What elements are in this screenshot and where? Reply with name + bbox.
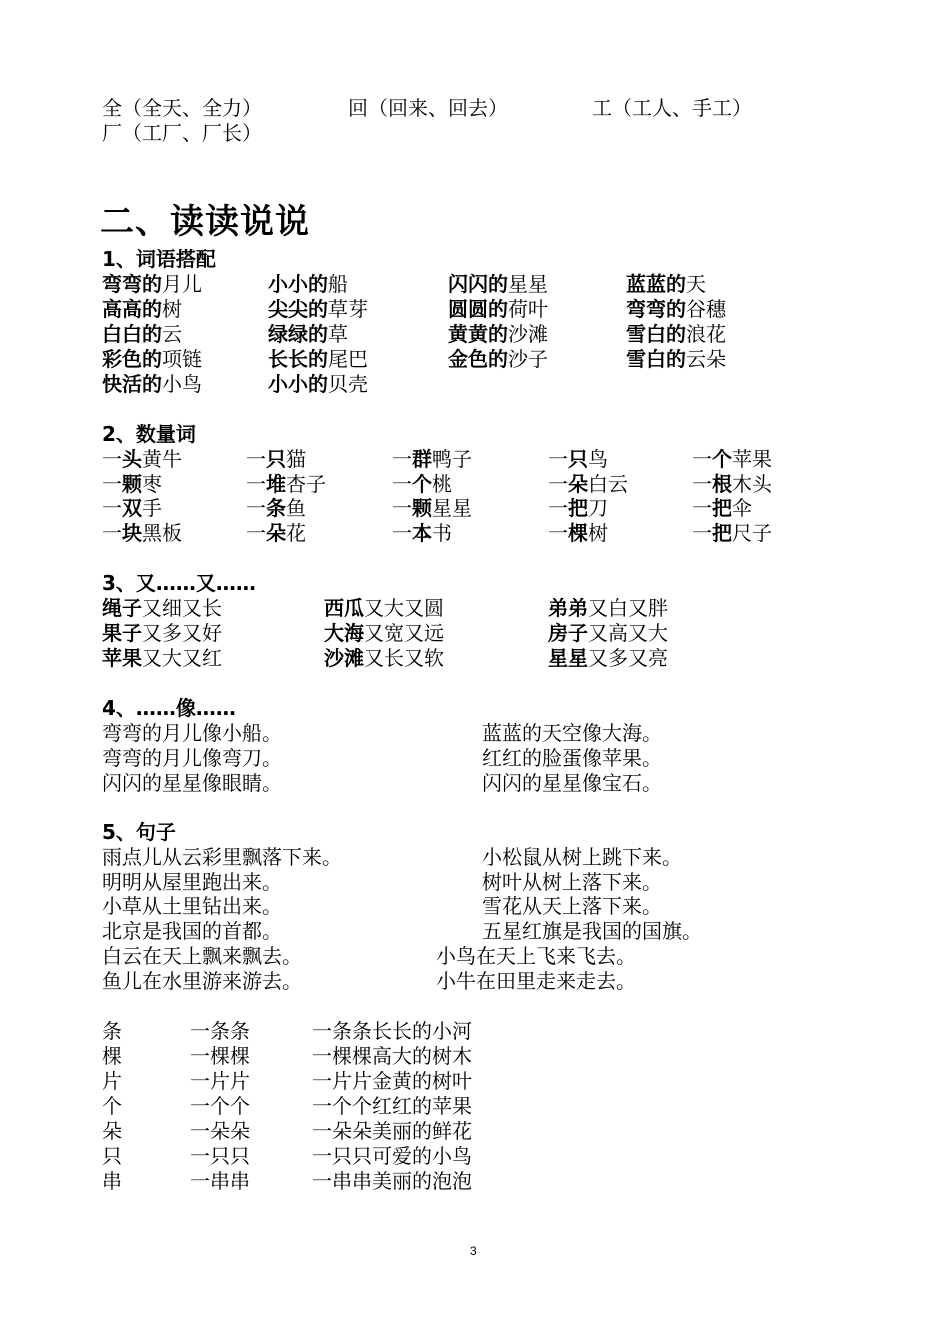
measure-phrase — [246, 447, 306, 472]
word-pair-modifier: 雪白的 — [626, 347, 686, 371]
measure-classifier: 条 — [266, 496, 286, 520]
measure-classifier: 把 — [568, 496, 588, 520]
word-pair — [102, 272, 202, 297]
measure-classifier: 朵 — [266, 520, 286, 545]
measure-classifier: 个 — [412, 471, 432, 496]
word-pair-modifier: 蓝蓝的 — [626, 272, 686, 296]
word-pair-noun: 项链 — [162, 347, 202, 371]
measure-classifier: 只 — [266, 447, 286, 471]
you-you-description: 又宽又远 — [364, 621, 444, 645]
simile-sentence: 弯弯的月儿像小船。 — [102, 721, 282, 745]
measure-classifier: 根 — [712, 471, 732, 496]
word-pair-noun: 天 — [686, 272, 706, 296]
word-pair-modifier: 圆圆的 — [448, 297, 508, 321]
subsection-heading-word-pairs: 1、词语搭配 — [102, 247, 216, 271]
measure-noun: 书 — [432, 520, 452, 545]
measure-prefix: 一 — [102, 471, 122, 496]
measure-prefix: 一 — [548, 520, 568, 545]
measure-phrase — [102, 447, 182, 472]
word-pair-modifier: 白白的 — [102, 322, 162, 346]
measure-noun: 鸟 — [588, 447, 608, 471]
measure-noun: 伞 — [732, 496, 752, 520]
measure-prefix: 一 — [246, 496, 266, 520]
you-you-phrase — [324, 621, 444, 646]
example-sentence: 小牛在田里走来走去。 — [436, 968, 636, 993]
measure-noun: 星星 — [432, 496, 472, 520]
word-pair-modifier: 小小的 — [268, 372, 328, 396]
you-you-description: 又多又亮 — [588, 646, 668, 670]
classifier: 片 — [102, 1069, 122, 1093]
you-you-phrase — [102, 646, 222, 671]
measure-noun: 鸭子 — [432, 447, 472, 471]
measure-prefix: 一 — [548, 471, 568, 496]
word-pair-noun: 尾巴 — [328, 347, 368, 371]
example-phrase: 一串串美丽的泡泡 — [312, 1169, 472, 1193]
word-pair — [102, 297, 182, 322]
word-pair — [626, 322, 726, 347]
subsection-heading-sentences: 5、句子 — [102, 820, 176, 844]
measure-noun: 杏子 — [286, 471, 326, 496]
measure-classifier: 颗 — [122, 471, 142, 496]
example-sentence: 小草从土里钻出来。 — [102, 894, 282, 919]
word-pair — [102, 372, 202, 397]
example-phrase: 一个个红红的苹果 — [312, 1094, 472, 1118]
simile-sentence: 闪闪的星星像宝石。 — [482, 771, 662, 795]
reduplicated-form: 一棵棵 — [190, 1044, 250, 1068]
measure-noun: 刀 — [588, 496, 608, 520]
measure-phrase — [548, 447, 608, 472]
measure-noun: 白云 — [588, 471, 628, 496]
measure-phrase — [692, 496, 752, 521]
measure-classifier: 把 — [712, 496, 732, 520]
you-you-subject: 弟弟 — [548, 596, 588, 620]
word-pair-modifier: 小小的 — [268, 272, 328, 296]
measure-phrase — [692, 521, 772, 546]
measure-phrase — [102, 472, 162, 497]
word-pair — [268, 297, 368, 322]
simile-sentence: 闪闪的星星像眼睛。 — [102, 771, 282, 795]
measure-prefix: 一 — [392, 520, 412, 545]
you-you-description: 又长又软 — [364, 646, 444, 670]
simile-sentence: 蓝蓝的天空像大海。 — [482, 721, 662, 745]
simile-sentence: 弯弯的月儿像弯刀。 — [102, 746, 282, 770]
example-phrase: 一片片金黄的树叶 — [312, 1069, 472, 1093]
word-pair-modifier: 弯弯的 — [102, 272, 162, 296]
measure-prefix: 一 — [102, 496, 122, 520]
word-pair-noun: 月儿 — [162, 272, 202, 296]
you-you-description: 又大又红 — [142, 646, 222, 670]
page-number: 3 — [470, 1244, 477, 1258]
classifier: 棵 — [102, 1044, 122, 1068]
classifier: 条 — [102, 1019, 122, 1043]
classifier: 个 — [102, 1094, 122, 1118]
word-pair-modifier: 金色的 — [448, 347, 508, 371]
word-pair-modifier: 快活的 — [102, 372, 162, 396]
word-pair-modifier: 雪白的 — [626, 322, 686, 346]
you-you-description: 又大又圆 — [364, 596, 444, 620]
measure-classifier: 双 — [122, 496, 142, 520]
subsection-heading-xiang: 4、……像…… — [102, 696, 236, 720]
example-phrase: 一朵朵美丽的鲜花 — [312, 1119, 472, 1143]
word-pair-noun: 沙滩 — [508, 322, 548, 346]
word-pair-modifier: 高高的 — [102, 297, 162, 321]
measure-phrase — [548, 472, 628, 497]
measure-phrase — [692, 447, 772, 472]
measure-classifier: 只 — [568, 447, 588, 471]
char-word-group: 回（回来、回去） — [348, 96, 508, 120]
word-pair-modifier: 尖尖的 — [268, 297, 328, 321]
char-word-group: 全（全天、全力） — [102, 96, 262, 120]
you-you-phrase — [324, 596, 444, 621]
you-you-subject: 房子 — [548, 621, 588, 645]
word-pair — [448, 297, 548, 322]
measure-noun: 桃 — [432, 471, 452, 496]
measure-prefix: 一 — [392, 447, 412, 471]
reduplicated-form: 一个个 — [190, 1094, 250, 1118]
word-pair — [448, 347, 548, 372]
measure-noun: 枣 — [142, 471, 162, 496]
word-pair-modifier: 绿绿的 — [268, 322, 328, 346]
measure-noun: 鱼 — [286, 496, 306, 520]
word-pair-noun: 草芽 — [328, 297, 368, 321]
reduplicated-form: 一只只 — [190, 1144, 250, 1168]
word-pair-noun: 云 — [162, 322, 182, 346]
measure-prefix: 一 — [692, 496, 712, 520]
word-pair — [268, 272, 348, 297]
you-you-subject: 西瓜 — [324, 596, 364, 620]
you-you-subject: 大海 — [324, 621, 364, 645]
char-word-group: 工（工人、手工） — [592, 96, 752, 120]
measure-classifier: 个 — [712, 447, 732, 471]
example-sentence: 小鸟在天上飞来飞去。 — [436, 943, 636, 968]
you-you-subject: 果子 — [102, 621, 142, 645]
example-phrase: 一棵棵高大的树木 — [312, 1044, 472, 1068]
classifier: 朵 — [102, 1119, 122, 1143]
measure-prefix: 一 — [692, 447, 712, 471]
example-sentence: 小松鼠从树上跳下来。 — [482, 845, 682, 869]
word-pair-noun: 草 — [328, 322, 348, 346]
measure-phrase — [692, 472, 772, 497]
reduplicated-form: 一朵朵 — [190, 1119, 250, 1143]
word-pair-noun: 星星 — [508, 272, 548, 296]
measure-classifier: 堆 — [266, 471, 286, 496]
word-pair-modifier: 黄黄的 — [448, 322, 508, 346]
measure-prefix: 一 — [548, 447, 568, 471]
reduplicated-form: 一串串 — [190, 1169, 250, 1193]
classifier: 串 — [102, 1169, 122, 1193]
measure-classifier: 颗 — [412, 496, 432, 520]
word-pair-modifier: 弯弯的 — [626, 297, 686, 321]
measure-prefix: 一 — [246, 520, 266, 545]
simile-sentence: 红红的脸蛋像苹果。 — [482, 746, 662, 770]
word-pair-modifier: 闪闪的 — [448, 272, 508, 296]
word-pair — [268, 372, 368, 397]
measure-prefix: 一 — [392, 496, 412, 520]
subsection-heading-you-you: 3、又……又…… — [102, 571, 256, 595]
word-pair — [268, 347, 368, 372]
measure-classifier: 棵 — [568, 520, 588, 545]
measure-noun: 猫 — [286, 447, 306, 471]
measure-phrase — [102, 496, 162, 521]
section-title: 二、读读说说 — [100, 202, 310, 242]
you-you-phrase — [548, 596, 668, 621]
word-pair — [102, 347, 202, 372]
measure-phrase — [246, 521, 306, 546]
word-pair — [448, 322, 548, 347]
measure-classifier: 把 — [712, 520, 732, 545]
measure-phrase — [392, 472, 452, 497]
word-pair-noun: 谷穗 — [686, 297, 726, 321]
example-phrase: 一条条长长的小河 — [312, 1019, 472, 1043]
word-pair-noun: 浪花 — [686, 322, 726, 346]
word-pair-noun: 船 — [328, 272, 348, 296]
measure-phrase — [548, 496, 608, 521]
you-you-phrase — [548, 646, 668, 671]
measure-noun: 苹果 — [732, 447, 772, 471]
example-sentence: 北京是我国的首都。 — [102, 919, 282, 944]
measure-prefix: 一 — [246, 447, 266, 471]
measure-phrase — [392, 496, 472, 521]
example-sentence: 明明从屋里跑出来。 — [102, 869, 282, 894]
char-word-group: 厂（工厂、厂长） — [102, 121, 262, 145]
example-sentence: 白云在天上飘来飘去。 — [102, 943, 302, 968]
measure-prefix: 一 — [102, 520, 122, 545]
word-pair — [448, 272, 548, 297]
you-you-description: 又多又好 — [142, 621, 222, 645]
subsection-heading-measure-words: 2、数量词 — [102, 422, 196, 446]
you-you-subject: 绳子 — [102, 596, 142, 620]
example-sentence: 五星红旗是我国的国旗。 — [482, 919, 702, 944]
measure-prefix: 一 — [692, 520, 712, 545]
measure-noun: 尺子 — [732, 520, 772, 545]
measure-noun: 黑板 — [142, 520, 182, 545]
example-sentence: 树叶从树上落下来。 — [482, 869, 662, 894]
word-pair-noun: 荷叶 — [508, 297, 548, 321]
you-you-phrase — [324, 646, 444, 671]
measure-phrase — [246, 496, 306, 521]
word-pair — [268, 322, 348, 347]
measure-phrase — [392, 447, 472, 472]
measure-classifier: 头 — [122, 447, 142, 471]
measure-prefix: 一 — [392, 471, 412, 496]
measure-phrase — [102, 521, 182, 546]
measure-noun: 花 — [286, 520, 306, 545]
you-you-subject: 苹果 — [102, 646, 142, 670]
you-you-phrase — [102, 621, 222, 646]
you-you-subject: 沙滩 — [324, 646, 364, 670]
measure-noun: 树 — [588, 520, 608, 545]
example-phrase: 一只只可爱的小鸟 — [312, 1144, 472, 1168]
you-you-phrase — [102, 596, 222, 621]
measure-prefix: 一 — [102, 447, 122, 471]
measure-noun: 手 — [142, 496, 162, 520]
measure-noun: 木头 — [732, 471, 772, 496]
word-pair-modifier: 长长的 — [268, 347, 328, 371]
you-you-description: 又细又长 — [142, 596, 222, 620]
measure-classifier: 朵 — [568, 471, 588, 496]
you-you-description: 又高又大 — [588, 621, 668, 645]
word-pair — [102, 322, 182, 347]
classifier: 只 — [102, 1144, 122, 1168]
example-sentence: 雨点儿从云彩里飘落下来。 — [102, 845, 342, 869]
word-pair-noun: 云朵 — [686, 347, 726, 371]
reduplicated-form: 一片片 — [190, 1069, 250, 1093]
word-pair-modifier: 彩色的 — [102, 347, 162, 371]
measure-classifier: 群 — [412, 447, 432, 471]
example-sentence: 鱼儿在水里游来游去。 — [102, 968, 302, 993]
measure-prefix: 一 — [246, 471, 266, 496]
measure-phrase — [392, 521, 452, 546]
measure-classifier: 块 — [122, 520, 142, 545]
reduplicated-form: 一条条 — [190, 1019, 250, 1043]
word-pair — [626, 297, 726, 322]
word-pair-noun: 沙子 — [508, 347, 548, 371]
measure-phrase — [246, 472, 326, 497]
you-you-subject: 星星 — [548, 646, 588, 670]
measure-noun: 黄牛 — [142, 447, 182, 471]
measure-prefix: 一 — [548, 496, 568, 520]
measure-prefix: 一 — [692, 471, 712, 496]
word-pair-noun: 树 — [162, 297, 182, 321]
measure-classifier: 本 — [412, 520, 432, 545]
word-pair-noun: 小鸟 — [162, 372, 202, 396]
you-you-description: 又白又胖 — [588, 596, 668, 620]
you-you-phrase — [548, 621, 668, 646]
example-sentence: 雪花从天上落下来。 — [482, 894, 662, 919]
word-pair — [626, 272, 706, 297]
word-pair-noun: 贝壳 — [328, 372, 368, 396]
measure-phrase — [548, 521, 608, 546]
word-pair — [626, 347, 726, 372]
